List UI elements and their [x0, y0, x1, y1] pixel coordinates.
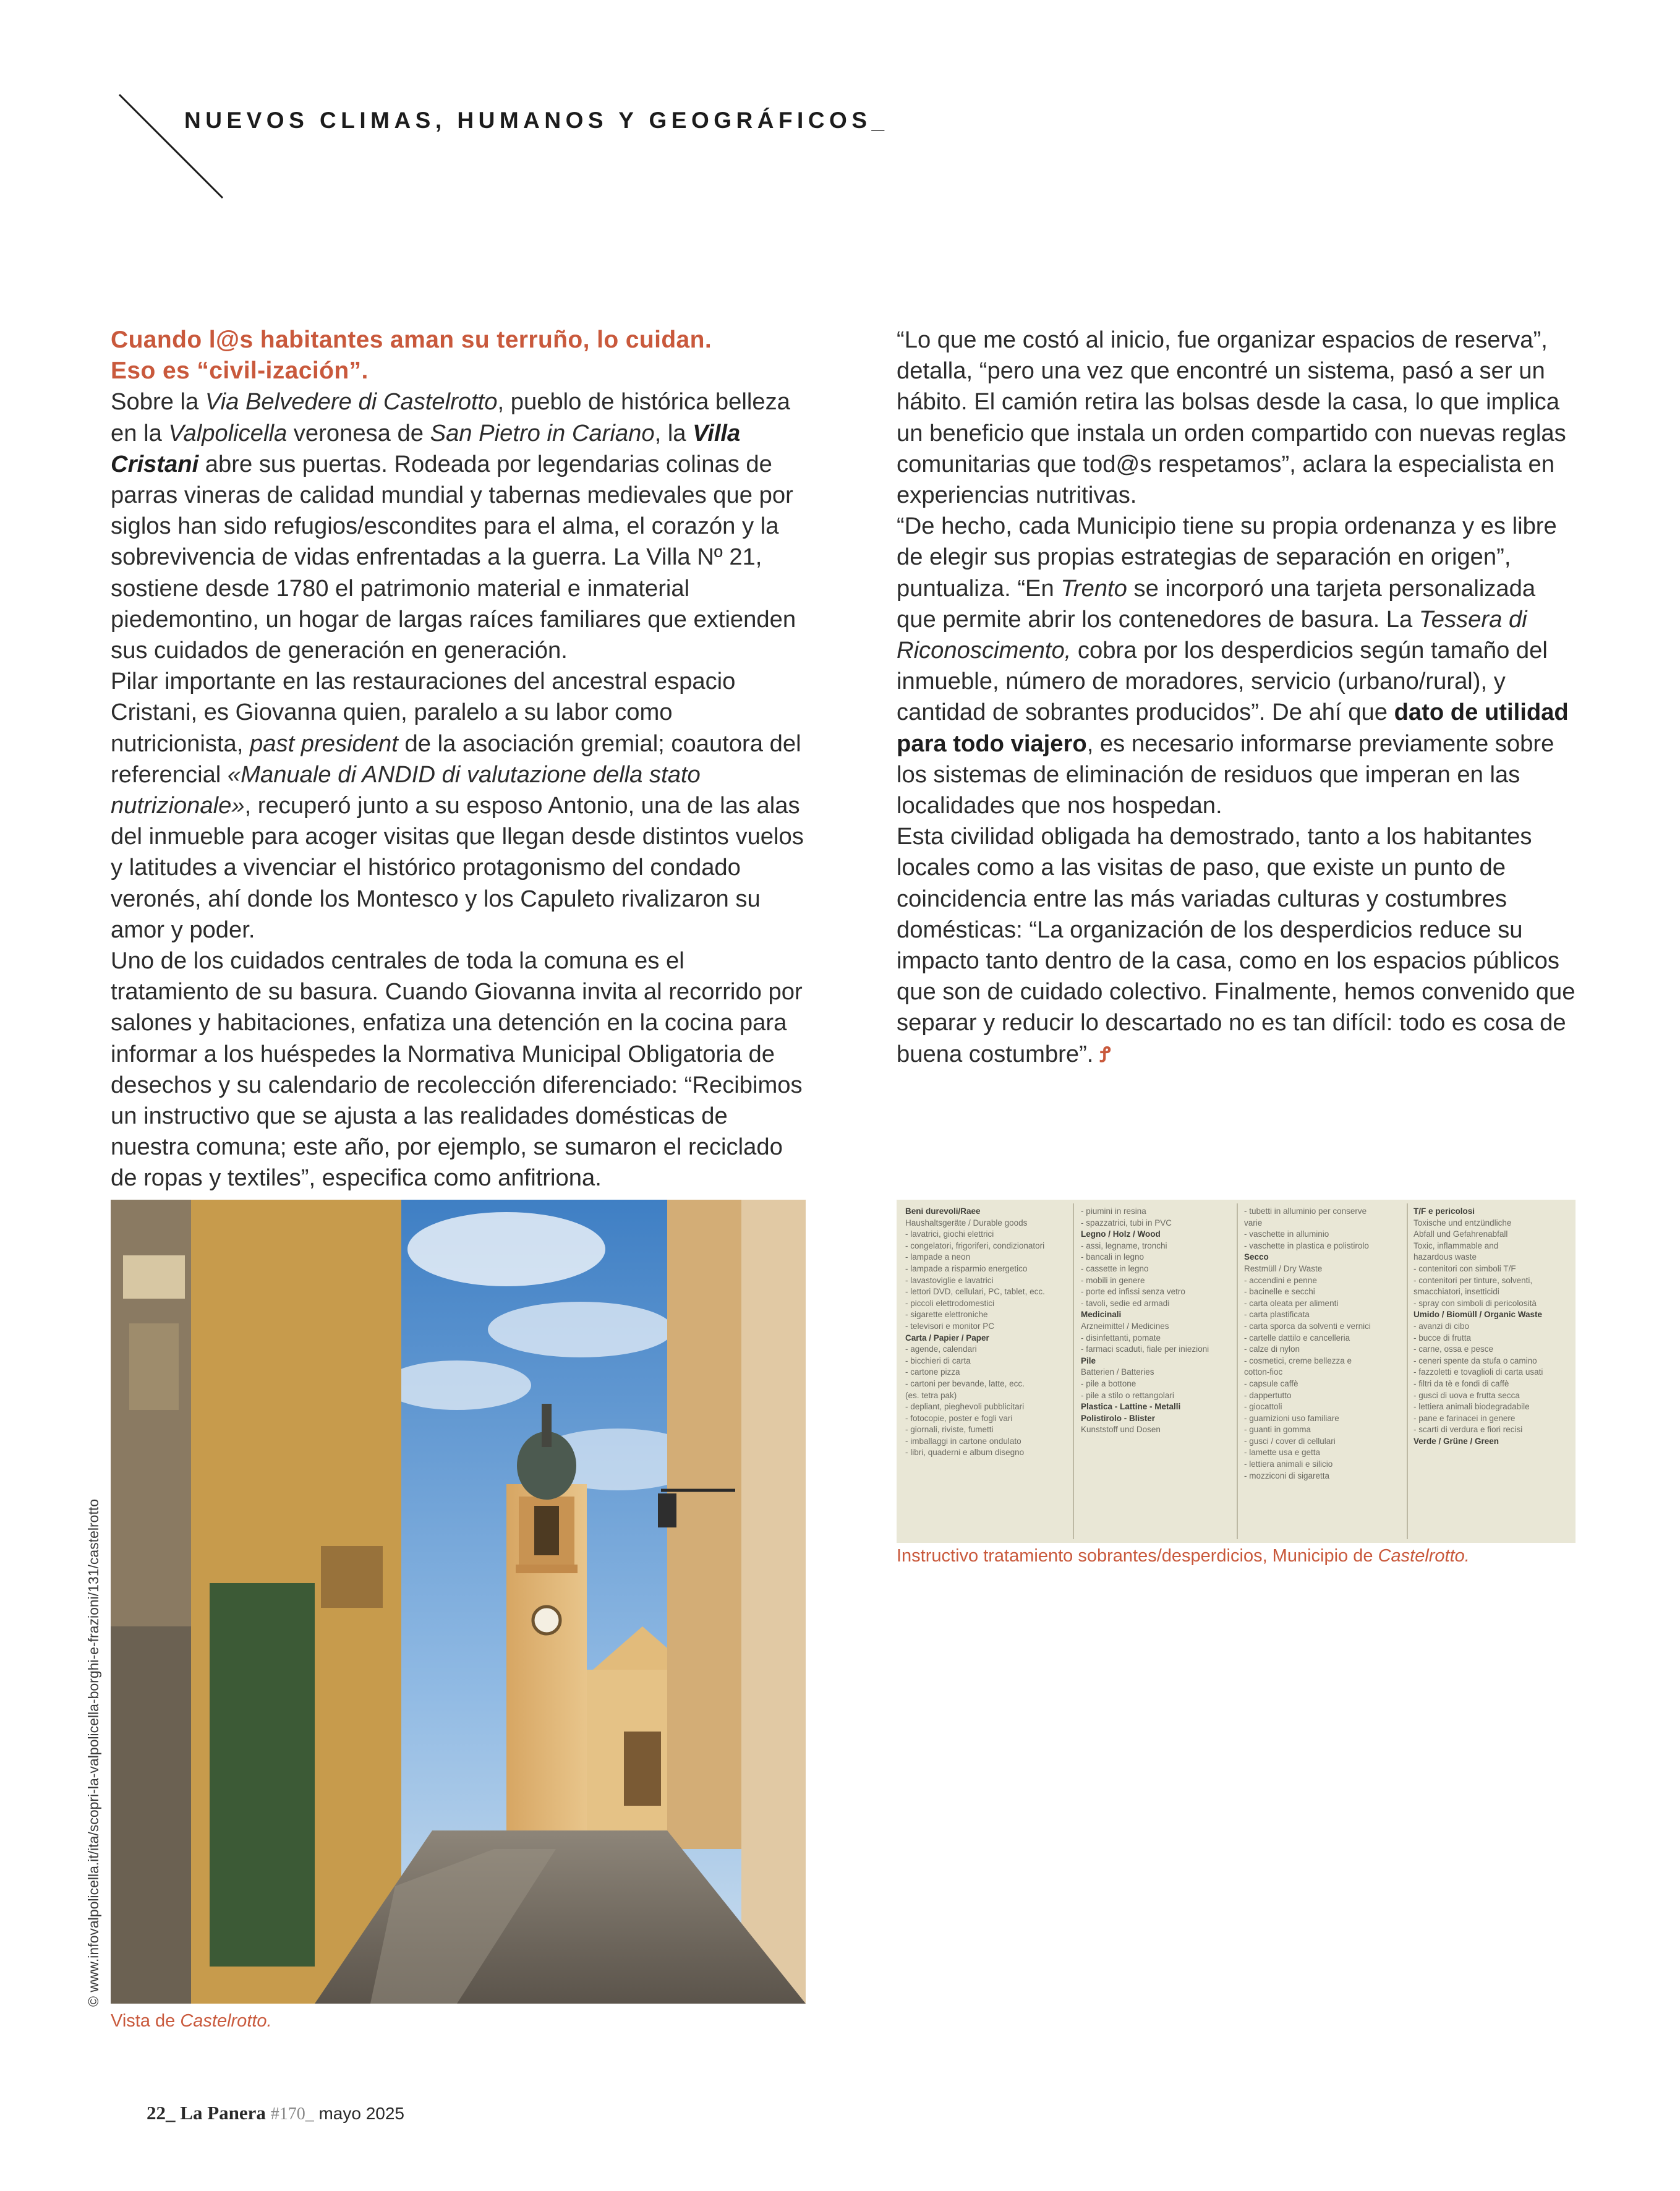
- sheet-line: - cassette in legno: [1081, 1263, 1149, 1273]
- sheet-line: - fotocopie, poster e fogli vari: [905, 1413, 1013, 1423]
- paragraph-reserva: “Lo que me costó al inicio, fue organizar espacios de reserva”, detalla, “pero una vez que encontré un sistema, pasó a ser un hábito. El camión retira las bolsas desde la casa, lo que implica un beneficio que instala un orden compartido con nuevas reglas comunitarias que tod@s respetamos”, aclara la especialista en experiencias nutritivas.: [897, 327, 1566, 509]
- italic-term: Tessera di Riconoscimento,: [897, 605, 1527, 664]
- sheet-line: - ceneri spente da stufa o camino: [1414, 1356, 1537, 1365]
- sheet-line: - bacinelle e secchi: [1244, 1287, 1315, 1297]
- text-run: , recuperó junto a su esposo Antonio, una de las alas del inmueble para acoger visitas que llegan desde distintos vuelos y latitudes a vivenciar el histórico protagonismo del condado veronés, ahí donde los Montesco y los Capuleto rivalizaron su amor y poder.: [111, 792, 804, 943]
- sheet-line: - agende, calendari: [905, 1344, 977, 1354]
- sheet-line: - lavastoviglie e lavatrici: [905, 1275, 994, 1285]
- sheet-line: - libri, quaderni e album disegno: [905, 1448, 1025, 1458]
- sheet-line: - lampade a risparmio energetico: [905, 1263, 1028, 1273]
- section-title: NUEVOS CLIMAS, HUMANOS Y GEOGRÁFICOS_: [184, 108, 889, 133]
- sheet-line: - tubetti in alluminio per conserve: [1244, 1207, 1367, 1216]
- article-lede: [111, 325, 806, 387]
- sheet-line: - guarnizioni uso familiare: [1244, 1413, 1339, 1423]
- sheet-line: - gusci / cover di cellulari: [1244, 1436, 1336, 1446]
- photo-credit: © www.infovalpolicella.it/ita/scopri-la-valpolicella-borghi-e-frazioni/131/castelrotto: [85, 1498, 101, 2007]
- sheet-line: - piumini in resina: [1081, 1207, 1146, 1216]
- sheet-line: - lettiera animali biodegradabile: [1414, 1402, 1530, 1412]
- sheet-line: - pane e farinacei in genere: [1414, 1413, 1516, 1423]
- caption-text: Instructivo tratamiento sobrantes/desperdicios, Municipio de: [897, 1546, 1378, 1566]
- sheet-line: Medicinali: [1081, 1310, 1122, 1320]
- text-run: se incorporó una tarjeta personalizada que permite abrir los contenedores de basura. La: [897, 574, 1536, 633]
- magazine-name: La Panera: [180, 2102, 266, 2124]
- sheet-line: - carta oleata per alimenti: [1244, 1298, 1339, 1308]
- sheet-line: Toxic, inflammable and: [1414, 1241, 1499, 1250]
- issue-date: mayo 2025: [318, 2104, 405, 2123]
- sheet-line: - televisori e monitor PC: [905, 1321, 995, 1331]
- text-run: abre sus puertas. Rodeada por legendarias colinas de parras vineras de calidad mundial y tabernas medievales que por siglos han sido refugios/escondites para el alma, el corazón y la sobrevivencia de vidas enfrentadas a la guerra. La Villa Nº 21, sostiene desde 1780 el patrimonio material e inmaterial piedemontino, un hogar de largas raíces familiares que extienden sus cuidados de generación en generación.: [111, 450, 796, 664]
- sheet-line: varie: [1244, 1218, 1263, 1228]
- sheet-line: Batterien / Batteries: [1081, 1367, 1154, 1377]
- issue-number: #170_: [270, 2104, 314, 2124]
- sheet-line: Pile: [1081, 1356, 1096, 1365]
- article-right-column: [897, 325, 1577, 1070]
- sheet-line: - cartelle dattilo e cancelleria: [1244, 1333, 1350, 1343]
- sheet-line: - carne, ossa e pesce: [1414, 1344, 1494, 1354]
- book-title: «Manuale di ANDID di valutazione della stato nutrizionale»: [111, 761, 701, 819]
- sheet-line: - lettori DVD, cellulari, PC, tablet, ecc.: [905, 1287, 1045, 1297]
- sheet-line: hazardous waste: [1414, 1252, 1477, 1262]
- sheet-line: (es. tetra pak): [905, 1390, 957, 1400]
- sheet-line: - scarti di verdura e fiori recisi: [1414, 1425, 1523, 1435]
- paragraph-villa: [111, 387, 806, 666]
- sheet-line: - giocattoli: [1244, 1402, 1282, 1412]
- sheet-line: - sigarette elettroniche: [905, 1310, 988, 1320]
- sheet-line: - congelatori, frigoriferi, condizionatori: [905, 1241, 1045, 1250]
- caption-castelrotto: [111, 2011, 272, 2031]
- text-run: , la: [654, 419, 693, 446]
- italic-term: past president: [250, 730, 398, 757]
- sheet-divider: [1073, 1203, 1074, 1539]
- sheet-line: - cartone pizza: [905, 1367, 960, 1377]
- sheet-line: - mozziconi di sigaretta: [1244, 1471, 1330, 1480]
- text-run: , pueblo de histórica belleza en la: [111, 388, 790, 446]
- sheet-line: - pile a bottone: [1081, 1378, 1136, 1388]
- sheet-line: - dappertutto: [1244, 1390, 1292, 1400]
- sheet-line: Umido / Biomüll / Organic Waste: [1414, 1310, 1543, 1320]
- text-run: de la asociación gremial; coautora del referencial: [111, 730, 801, 788]
- sheet-line: - bucce di frutta: [1414, 1333, 1472, 1343]
- page-number: 22_: [147, 2102, 176, 2124]
- sheet-line: Beni durevoli/Raee: [905, 1207, 981, 1216]
- sheet-line: - farmaci scaduti, fiale per iniezioni: [1081, 1344, 1209, 1354]
- sheet-line: - giornali, riviste, fumetti: [905, 1425, 994, 1435]
- sheet-line: - filtri da tè e fondi di caffè: [1414, 1378, 1509, 1388]
- text-run: cobra por los desperdicios según tamaño del inmueble, número de moradores, servicio (urbano/rural), y cantidad de sobrantes producidos”. De ahí que: [897, 637, 1548, 726]
- sheet-line: - piccoli elettrodomestici: [905, 1298, 995, 1308]
- article-left-column: [111, 325, 806, 1194]
- sheet-line: - vaschette in plastica e polistirolo: [1244, 1241, 1369, 1250]
- sheet-line: - tavoli, sedie ed armadi: [1081, 1298, 1170, 1308]
- sheet-column-3: [1244, 1206, 1371, 1482]
- sheet-line: Carta / Papier / Paper: [905, 1333, 989, 1343]
- place-name: Valpolicella: [168, 419, 288, 446]
- paragraph-ordenanza: [897, 511, 1577, 821]
- villa-name: Villa Cristani: [111, 419, 741, 477]
- caption-text: Vista de: [111, 2011, 181, 2031]
- page-footer: [147, 2102, 404, 2124]
- paragraph-civilidad: [897, 821, 1577, 1070]
- sheet-line: - pile a stilo o rettangolari: [1081, 1390, 1174, 1400]
- sheet-line: T/F e pericolosi: [1414, 1207, 1475, 1216]
- sheet-divider: [1407, 1203, 1408, 1539]
- photo-castelrotto: [111, 1200, 806, 2004]
- sheet-line: - carta sporca da solventi e vernici: [1244, 1321, 1371, 1331]
- sheet-line: - contenitori per tinture, solventi,: [1414, 1275, 1533, 1285]
- sheet-line: - vaschette in alluminio: [1244, 1229, 1329, 1239]
- sheet-line: Restmüll / Dry Waste: [1244, 1263, 1323, 1273]
- sheet-line: Toxische und entzündliche: [1414, 1218, 1512, 1228]
- caption-place: Castelrotto.: [1378, 1546, 1470, 1566]
- sheet-line: - accendini e penne: [1244, 1275, 1317, 1285]
- sheet-line: - bicchieri di carta: [905, 1356, 971, 1365]
- sheet-divider: [1237, 1203, 1238, 1539]
- sheet-line: - guanti in gomma: [1244, 1425, 1311, 1435]
- sheet-line: - lavatrici, giochi elettrici: [905, 1229, 994, 1239]
- sheet-line: smacchiatori, insetticidi: [1414, 1287, 1499, 1297]
- sheet-line: - spazzatrici, tubi in PVC: [1081, 1218, 1172, 1228]
- sheet-line: - avanzi di cibo: [1414, 1321, 1470, 1331]
- sheet-line: - mobili in genere: [1081, 1275, 1145, 1285]
- paragraph-basura: Uno de los cuidados centrales de toda la comuna es el tratamiento de su basura. Cuando Giovanna invita al recorrido por salones y habitaciones, enfatiza una detención en la cocina para informar a los huéspedes la Normativa Municipal Obligatoria de desechos y su calendario de recolección diferenciado: “Recibimos un instructivo que se ajusta a las realidades domésticas de nuestra comuna; este año, por ejemplo, se sumaron el reciclado de ropas y textiles”, especifica como anfitriona.: [111, 947, 803, 1192]
- sheet-line: - capsule caffè: [1244, 1378, 1298, 1388]
- highlight-bold: dato de utilidad para todo viajero: [897, 699, 1569, 757]
- sheet-line: - lamette usa e getta: [1244, 1448, 1321, 1458]
- sheet-line: - lettiera animali e silicio: [1244, 1459, 1333, 1469]
- sheet-line: Abfall und Gefahrenabfall: [1414, 1229, 1508, 1239]
- sheet-line: - contenitori con simboli T/F: [1414, 1263, 1516, 1273]
- sheet-line: - gusci di uova e frutta secca: [1414, 1390, 1520, 1400]
- sheet-line: Polistirolo - Blister: [1081, 1413, 1156, 1423]
- sheet-line: - disinfettanti, pomate: [1081, 1333, 1161, 1343]
- text-run: veronesa de: [287, 419, 430, 446]
- sheet-line: Arzneimittel / Medicines: [1081, 1321, 1169, 1331]
- sheet-column-2: [1081, 1206, 1209, 1436]
- sheet-line: Plastica - Lattine - Metalli: [1081, 1402, 1181, 1412]
- sheet-line: - spray con simboli di pericolosità: [1414, 1298, 1537, 1308]
- text-run: Pilar importante en las restauraciones del ancestral espacio Cristani, es Giovanna quien, paralelo a su labor como nutricionista,: [111, 668, 736, 757]
- sheet-line: Legno / Holz / Wood: [1081, 1229, 1161, 1239]
- place-name: Via Belvedere di Castelrotto: [205, 388, 498, 416]
- sheet-line: - lampade a neon: [905, 1252, 971, 1262]
- sheet-line: - depliant, pieghevoli pubblicitari: [905, 1402, 1025, 1412]
- text-run: Sobre la: [111, 388, 205, 416]
- text-run: “De hecho, cada Municipio tiene su propia ordenanza y es libre de elegir sus propias estrategias de separación en origen”, puntualiza. “En: [897, 513, 1557, 602]
- sheet-line: - cartoni per bevande, latte, ecc.: [905, 1378, 1025, 1388]
- place-name: San Pietro in Cariano: [430, 419, 655, 446]
- caption-instructivo: [897, 1546, 1470, 1566]
- sheet-line: cotton-fioc: [1244, 1367, 1283, 1377]
- waste-instructions-sheet: [897, 1200, 1576, 1543]
- sheet-line: - assi, legname, tronchi: [1081, 1241, 1167, 1250]
- end-mark-icon: Ꝭ: [1100, 1043, 1111, 1067]
- sheet-line: - carta plastificata: [1244, 1310, 1310, 1320]
- sheet-line: - cosmetici, creme bellezza e: [1244, 1356, 1352, 1365]
- caption-place: Castelrotto.: [180, 2011, 272, 2031]
- sheet-line: Kunststoff und Dosen: [1081, 1425, 1161, 1435]
- sheet-column-1: [905, 1206, 1045, 1459]
- sheet-line: - fazzoletti e tovaglioli di carta usati: [1414, 1367, 1543, 1377]
- lede-line-1: Cuando l@s habitantes aman su terruño, lo cuidan.: [111, 327, 712, 353]
- text-run: Esta civilidad obligada ha demostrado, tanto a los habitantes locales como a las visitas de paso, que existe un punto de coincidencia entre las más variadas culturas y costumbres domésticas: “La organización de los desperdicios reduce su impacto tanto dentro de la casa, como en los espacios públicos que son de cuidado colectivo. Finalmente, hemos convenido que separar y reducir lo descartado no es tan difícil: todo es cosa de buena costumbre”.: [897, 823, 1576, 1067]
- place-name: Trento: [1060, 574, 1127, 602]
- sheet-line: Verde / Grüne / Green: [1414, 1436, 1499, 1446]
- text-run: , es necesario informarse previamente sobre los sistemas de eliminación de residuos que imperan en las localidades que nos hospedan.: [897, 730, 1554, 819]
- paragraph-giovanna: [111, 666, 806, 946]
- sheet-column-4: [1414, 1206, 1543, 1447]
- sheet-line: - bancali in legno: [1081, 1252, 1145, 1262]
- sheet-line: Secco: [1244, 1252, 1269, 1262]
- lede-line-2: Eso es “civil-ización”.: [111, 357, 369, 385]
- sheet-line: - imballaggi in cartone ondulato: [905, 1436, 1021, 1446]
- sheet-line: - calze di nylon: [1244, 1344, 1300, 1354]
- sheet-line: Haushaltsgeräte / Durable goods: [905, 1218, 1028, 1228]
- sheet-line: - porte ed infissi senza vetro: [1081, 1287, 1185, 1297]
